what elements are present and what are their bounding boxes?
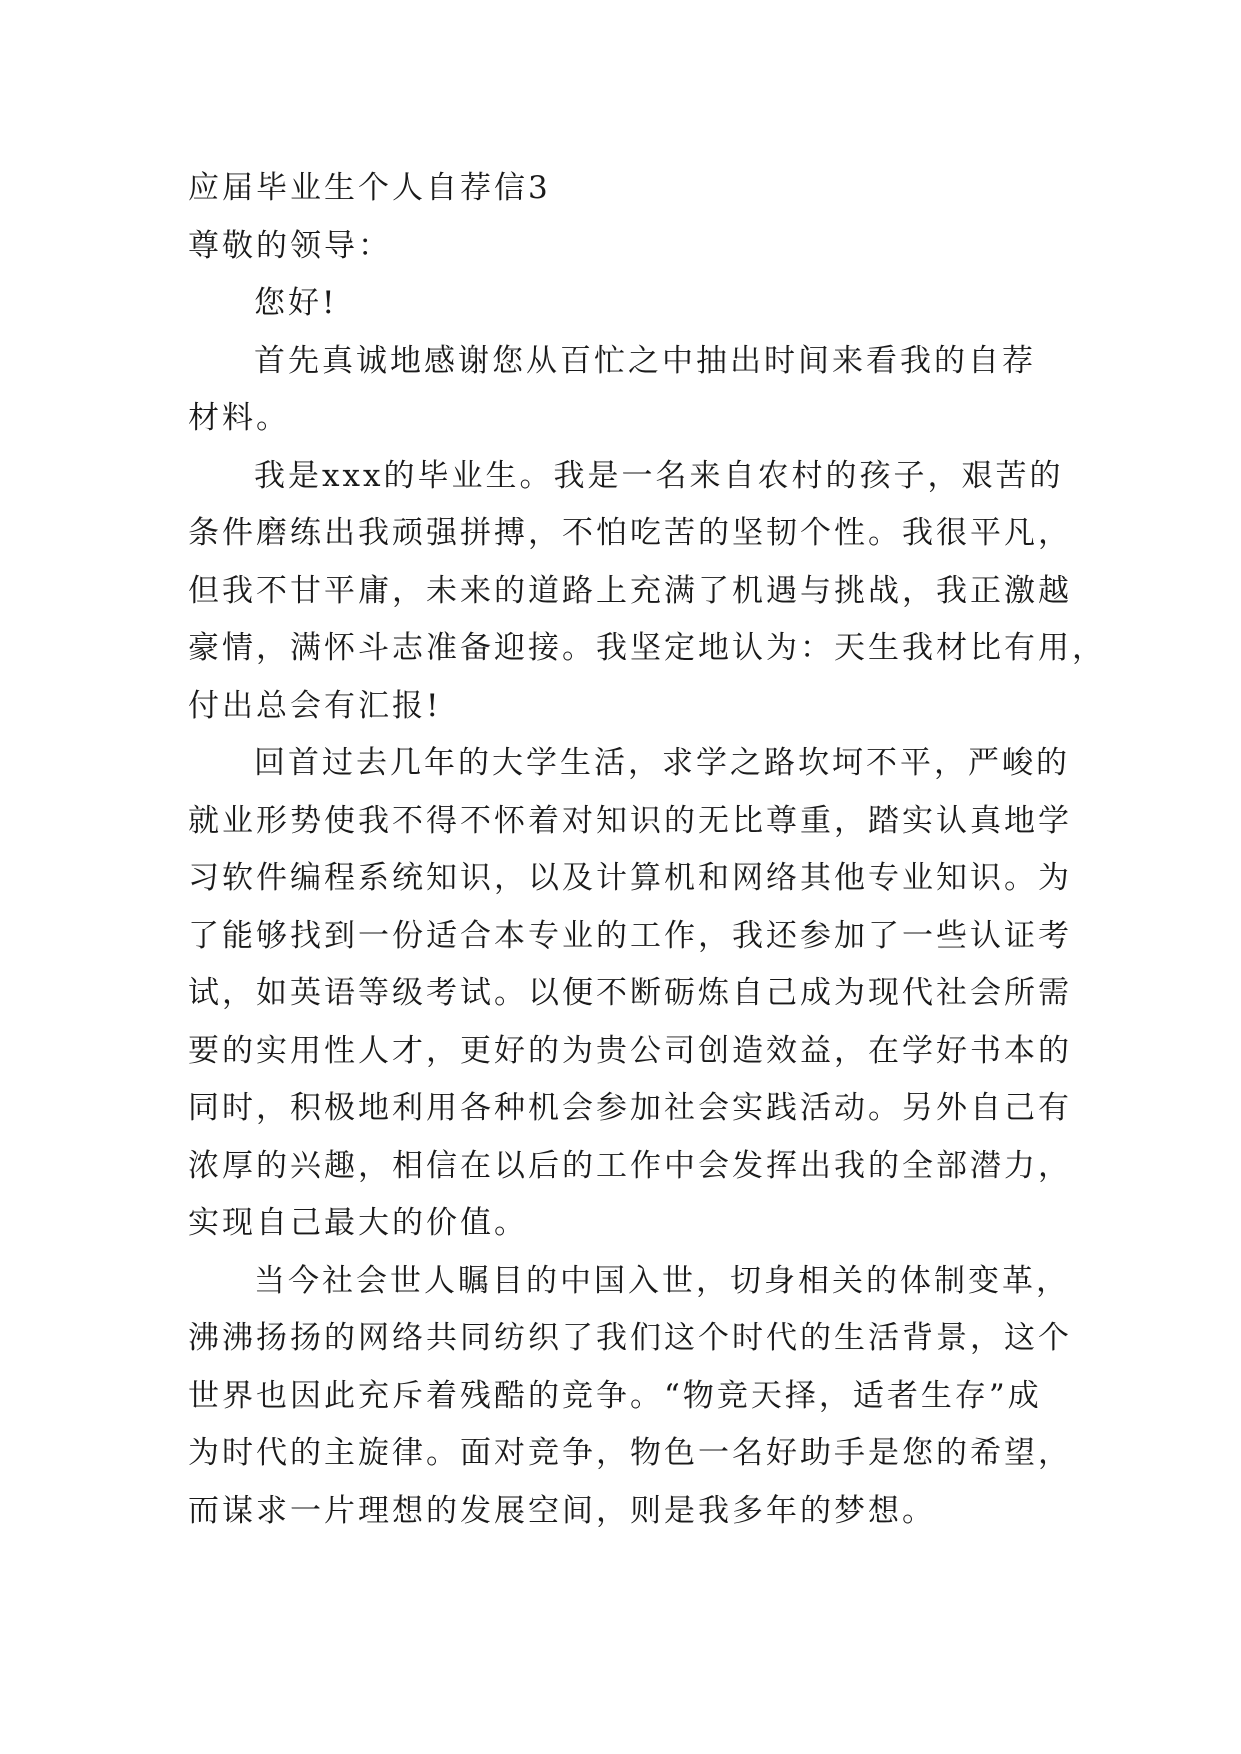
paragraph-line: 而谋求一片理想的发展空间，则是我多年的梦想。 [188, 1492, 936, 1529]
paragraph-line: 同时，积极地利用各种机会参加社会实践活动。另外自己有 [188, 1090, 1072, 1126]
paragraph-line: 习软件编程系统知识，以及计算机和网络其他专业知识。为 [188, 860, 1072, 896]
greeting: 您好! [254, 285, 338, 321]
paragraph-line: 试，如英语等级考试。以便不断砺炼自己成为现代社会所需 [188, 975, 1072, 1011]
salutation: 尊敬的领导： [188, 227, 392, 264]
paragraph-line: 条件磨练出我顽强拼搏，不怕吃苦的坚韧个性。我很平凡， [188, 515, 1072, 551]
paragraph-line: 但我不甘平庸，未来的道路上充满了机遇与挑战，我正激越 [188, 572, 1072, 609]
paragraph-line: 世界也因此充斥着残酷的竞争。“物竞天择，适者生存”成 [188, 1377, 1042, 1414]
paragraph-line: 为时代的主旋律。面对竞争，物色一名好助手是您的希望， [188, 1435, 1072, 1471]
paragraph-line: 要的实用性人才，更好的为贵公司创造效益，在学好书本的 [188, 1032, 1072, 1069]
paragraph-line: 豪情，满怀斗志准备迎接。我坚定地认为：天生我材比有用， [188, 630, 1106, 666]
paragraph-line: 材料。 [188, 400, 290, 436]
paragraph-line: 付出总会有汇报! [188, 687, 442, 724]
paragraph-line: 回首过去几年的大学生活，求学之路坎坷不平，严峻的 [254, 745, 1070, 781]
paragraph-line: 就业形势使我不得不怀着对知识的无比尊重，踏实认真地学 [188, 802, 1072, 839]
paragraph-line: 我是xxx的毕业生。我是一名来自农村的孩子，艰苦的 [254, 457, 1064, 494]
document-title: 应届毕业生个人自荐信3 [188, 170, 551, 206]
paragraph-1 [188, 333, 1068, 448]
letter-body [188, 160, 1106, 1540]
paragraph-line: 实现自己最大的价值。 [188, 1205, 528, 1241]
paragraph-line: 首先真诚地感谢您从百忙之中抽出时间来看我的自荐 [254, 342, 1036, 379]
paragraph-4 [188, 1253, 1072, 1541]
paragraph-line: 了能够找到一份适合本专业的工作，我还参加了一些认证考 [188, 917, 1072, 954]
paragraph-3 [188, 735, 1072, 1253]
paragraph-line: 当今社会世人瞩目的中国入世，切身相关的体制变革， [254, 1262, 1070, 1299]
paragraph-2 [188, 448, 1106, 736]
paragraph-line: 浓厚的兴趣，相信在以后的工作中会发挥出我的全部潜力， [188, 1147, 1072, 1184]
paragraph-line: 沸沸扬扬的网络共同纺织了我们这个时代的生活背景，这个 [188, 1320, 1072, 1356]
